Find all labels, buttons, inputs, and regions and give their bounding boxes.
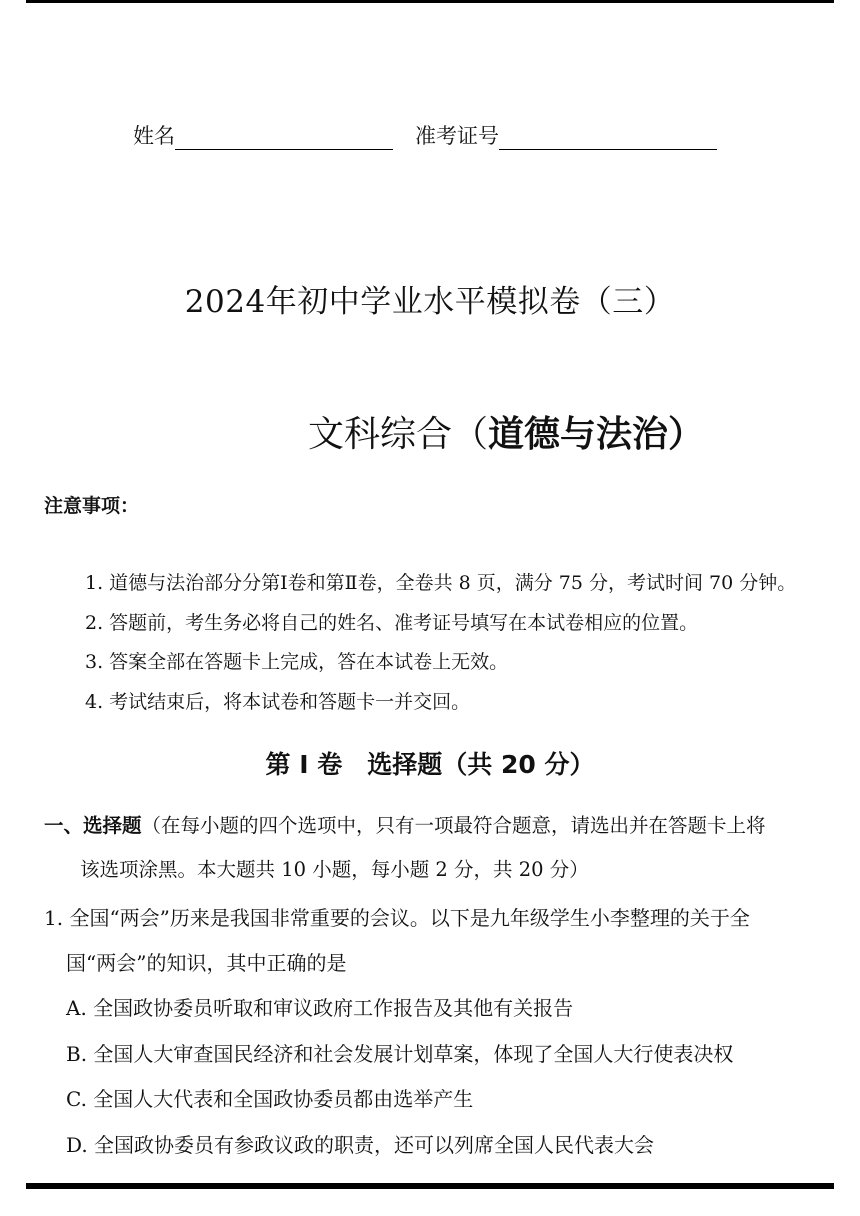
- option-c: C. 全国人大代表和全国政协委员都由选举产生: [66, 1087, 474, 1111]
- name-blank-field: [175, 125, 393, 150]
- option-b: B. 全国人大审查国民经济和社会发展计划草案，体现了全国人大行使表决权: [66, 1041, 734, 1066]
- subject-suffix: ）: [668, 413, 705, 455]
- option-d: D. 全国政协委员有参政议政的职责，还可以列席全国人民代表大会: [66, 1132, 655, 1157]
- bottom-border-rule: [26, 1183, 834, 1189]
- section-title: 第 Ⅰ 卷 选择题（共 20 分）: [265, 750, 595, 779]
- part-one-label: 一、选择题: [44, 814, 142, 837]
- subject-prefix: 文科综合（: [308, 414, 489, 455]
- part-one-instructions-line1: （在每小题的四个选项中，只有一项最符合题意，请选出并在答题卡上将: [141, 814, 766, 837]
- part-one-instructions: [44, 810, 834, 882]
- exam-title: 2024年初中学业水平模拟卷（三）: [184, 284, 676, 320]
- subject-title: [308, 406, 704, 457]
- notice-item: 3. 答案全部在答题卡上完成，答在本试卷上无效。: [85, 651, 509, 673]
- option-a: A. 全国政协委员听取和审议政府工作报告及其他有关报告: [66, 996, 574, 1020]
- exam-id-label: 准考证号: [415, 124, 499, 148]
- notice-list: [85, 568, 796, 726]
- exam-id-blank-field: [499, 125, 717, 150]
- part-one-instructions-line2: 该选项涂黑。本大题共 10 小题，每小题 2 分，共 20 分）: [80, 858, 589, 881]
- notice-item: 2. 答题前，考生务必将自己的姓名、准考证号填写在本试卷相应的位置。: [85, 611, 699, 634]
- question-stem-line1: 1. 全国“两会”历来是我国非常重要的会议。以下是九年级学生小李整理的关于全: [44, 906, 750, 930]
- top-border-rule: [26, 0, 834, 3]
- notice-heading: 注意事项：: [44, 495, 140, 517]
- candidate-info-line: [133, 120, 717, 150]
- notice-item: 1. 道德与法治部分分第Ⅰ卷和第Ⅱ卷，全卷共 8 页，满分 75 分，考试时间 70 分钟。: [85, 572, 797, 594]
- name-label: 姓名: [133, 124, 175, 148]
- notice-item: 4. 考试结束后，将本试卷和答题卡一并交回。: [85, 690, 471, 713]
- question-1: [44, 902, 834, 1174]
- question-stem-line2: 国“两会”的知识，其中正确的是: [66, 951, 347, 975]
- subject-name: 道德与法治: [488, 413, 669, 455]
